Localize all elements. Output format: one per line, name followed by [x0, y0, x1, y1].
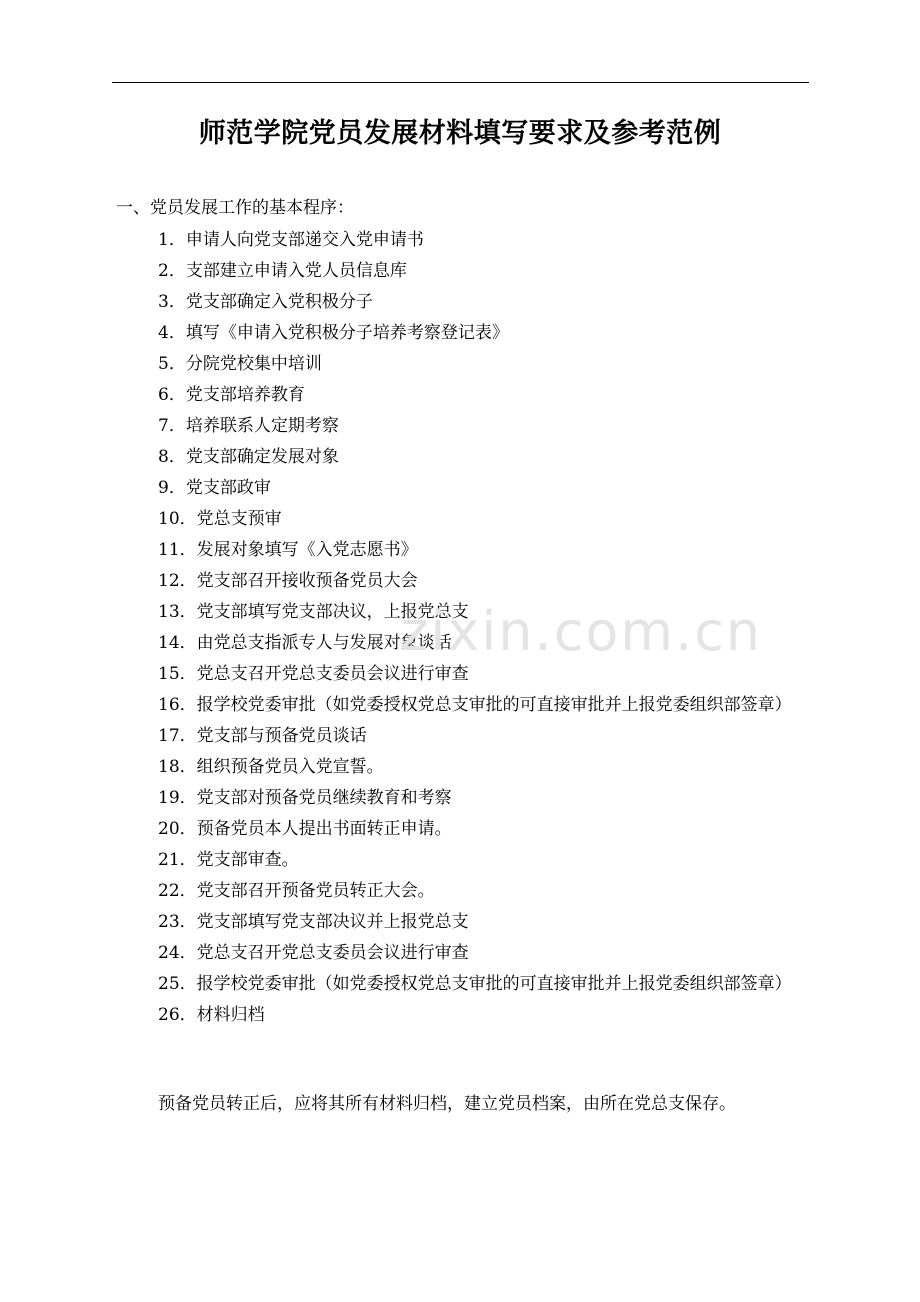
procedure-step: 19．党支部对预备党员继续教育和考察	[158, 788, 452, 808]
procedure-step: 26．材料归档	[158, 1005, 265, 1025]
procedure-step: 22．党支部召开预备党员转正大会。	[158, 881, 435, 901]
procedure-step: 25．报学校党委审批（如党委授权党总支审批的可直接审批并上报党委组织部签章）	[158, 974, 792, 994]
procedure-step: 13．党支部填写党支部决议，上报党总支	[158, 602, 469, 622]
closing-paragraph: 预备党员转正后，应将其所有材料归档，建立党员档案，由所在党总支保存。	[158, 1094, 736, 1114]
procedure-step: 12．党支部召开接收预备党员大会	[158, 571, 418, 591]
watermark: zixin.com.cn	[400, 600, 763, 663]
procedure-step: 23．党支部填写党支部决议并上报党总支	[158, 912, 469, 932]
procedure-step: 2．支部建立申请入党人员信息库	[158, 261, 407, 281]
procedure-step: 11．发展对象填写《入党志愿书》	[158, 540, 418, 560]
procedure-step: 14．由党总支指派专人与发展对象谈话	[158, 633, 452, 653]
procedure-step: 6．党支部培养教育	[158, 385, 305, 405]
procedure-step: 8．党支部确定发展对象	[158, 447, 339, 467]
procedure-step: 21．党支部审查。	[158, 850, 299, 870]
procedure-step: 3．党支部确定入党积极分子	[158, 292, 373, 312]
procedure-step: 7．培养联系人定期考察	[158, 416, 339, 436]
document-title: 师范学院党员发展材料填写要求及参考范例	[198, 118, 722, 149]
procedure-step: 20．预备党员本人提出书面转正申请。	[158, 819, 452, 839]
procedure-step: 9．党支部政审	[158, 478, 271, 498]
procedure-step: 18．组织预备党员入党宣誓。	[158, 757, 384, 777]
header-rule	[112, 82, 809, 83]
procedure-step: 10．党总支预审	[158, 509, 282, 529]
procedure-step: 5．分院党校集中培训	[158, 354, 322, 374]
procedure-steps-list	[116, 225, 812, 1031]
procedure-step: 24．党总支召开党总支委员会议进行审查	[158, 943, 469, 963]
procedure-step: 1．申请人向党支部递交入党申请书	[158, 230, 424, 250]
procedure-step: 17．党支部与预备党员谈话	[158, 726, 367, 746]
procedure-step: 16．报学校党委审批（如党委授权党总支审批的可直接审批并上报党委组织部签章）	[158, 695, 792, 715]
procedure-step: 4．填写《申请入党积极分子培养考察登记表》	[158, 323, 509, 343]
section-heading: 一、党员发展工作的基本程序：	[116, 198, 354, 218]
procedure-step: 15．党总支召开党总支委员会议进行审查	[158, 664, 469, 684]
